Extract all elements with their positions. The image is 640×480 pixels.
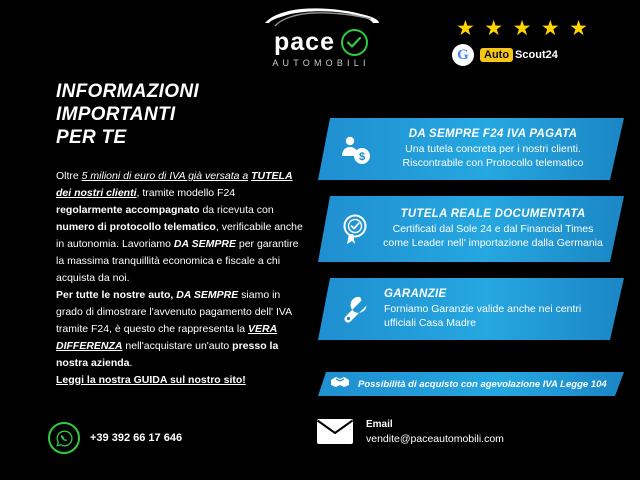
body-seg-6: da ricevuta con [199, 204, 274, 216]
header [0, 0, 640, 72]
brand-subtitle: AUTOMOBILI [272, 58, 370, 68]
body-seg-16: presso la nostra azienda [56, 340, 279, 369]
phone-number[interactable]: +39 392 66 17 646 [90, 432, 183, 444]
body-seg-17: . [129, 357, 133, 369]
green-check-icon [341, 29, 368, 56]
feature-panel-garanzie [318, 278, 624, 340]
panel-2-title: TUTELA REALE DOCUMENTATA [400, 207, 586, 220]
autoscout24-logo [480, 48, 558, 63]
page-title-line-2: IMPORTANTI [56, 104, 176, 126]
body-seg-3: TUTELA dei nostri clienti [56, 170, 293, 199]
google-icon: G [452, 44, 474, 66]
panel-3-line-2: ufficiali Casa Madre [384, 317, 477, 329]
handshake-icon [330, 375, 350, 394]
autoscout-scout24-label: Scout24 [515, 48, 558, 61]
car-silhouette-icon [261, 6, 381, 28]
page-title-line-1: INFORMAZIONI [56, 81, 199, 102]
panel-1-line-1: Una tutela concreta per i nostri clienti. [405, 142, 581, 155]
body-seg-12: DA SEMPRE [176, 289, 239, 301]
body-seg-5: regolarmente accompagnato [56, 204, 200, 216]
page-title-line-3: PER TE [56, 127, 127, 149]
panel-3-line-1: Forniamo Garanzie valide anche nei centri [384, 302, 582, 315]
star-icon: ★ [456, 17, 475, 40]
body-paragraph-3 [56, 372, 304, 389]
certified-badge-icon [332, 212, 378, 246]
body-seg-15: nell'acquistare un'auto [122, 340, 233, 352]
star-icon: ★ [569, 17, 588, 40]
body-seg-2: 5 milioni di euro di IVA già versata a [81, 170, 249, 182]
svg-text:$: $ [358, 151, 366, 164]
bank-euro-icon [332, 132, 378, 166]
body-seg-14: VERA DIFFERENZA [56, 323, 278, 352]
body-paragraph-2 [56, 287, 304, 372]
iva-104-text: Possibilità di acquisto con agevolazione IVA Legge 104 [358, 378, 607, 390]
body-seg-8: , verificabile anche in autonomia. Lavoriamo [56, 221, 303, 250]
star-icon: ★ [540, 17, 560, 40]
iva-104-banner [318, 372, 624, 396]
body-seg-4: , tramite modello F24 [136, 187, 236, 199]
autoscout-auto-label: Auto [480, 48, 513, 63]
brand-logo [232, 4, 410, 70]
envelope-icon [316, 418, 354, 445]
feature-panel-f24 [318, 118, 624, 180]
star-rating [456, 18, 588, 39]
body-seg-1: Oltre [56, 170, 82, 182]
star-icon: ★ [512, 17, 532, 40]
brand-name: pace [274, 28, 335, 56]
page-title [56, 80, 356, 150]
body-seg-9: DA SEMPRE [173, 238, 236, 250]
body-seg-7: numero di protocollo telematico [56, 221, 216, 233]
wrench-icon [332, 292, 378, 326]
email-address[interactable]: vendite@paceautomobili.com [366, 432, 504, 445]
email-contact[interactable] [316, 418, 504, 446]
star-icon: ★ [484, 17, 504, 40]
review-badges [452, 44, 558, 66]
feature-panel-tutela [318, 196, 624, 262]
panel-3-title: GARANZIE [384, 287, 447, 300]
whatsapp-contact[interactable] [48, 422, 182, 454]
body-copy [56, 168, 304, 389]
guide-link[interactable]: Leggi la nostra GUIDA sul nostro sito! [56, 374, 246, 386]
whatsapp-icon [48, 422, 80, 454]
panel-2-line-2: come Leader nell' importazione dalla Germania [383, 237, 603, 249]
body-seg-10: per garantire la massima tranquillità economica e fiscale a chi acquista da noi. [56, 238, 299, 284]
panel-1-title: DA SEMPRE F24 IVA PAGATA [408, 127, 578, 140]
email-label: Email [366, 419, 393, 430]
body-seg-11: Per tutte le nostre auto, [56, 289, 177, 301]
panel-1-line-2: Riscontrabile con Protocollo telematico [402, 157, 584, 169]
panel-2-line-1: Certificati dal Sole 24 e dal Financial Times [392, 222, 594, 235]
body-seg-13: siamo in grado di dimostrare l'avvenuto pagamento dell' IVA tramite F24, è questo che rappresenta la [56, 289, 292, 335]
body-paragraph-1 [56, 168, 304, 287]
